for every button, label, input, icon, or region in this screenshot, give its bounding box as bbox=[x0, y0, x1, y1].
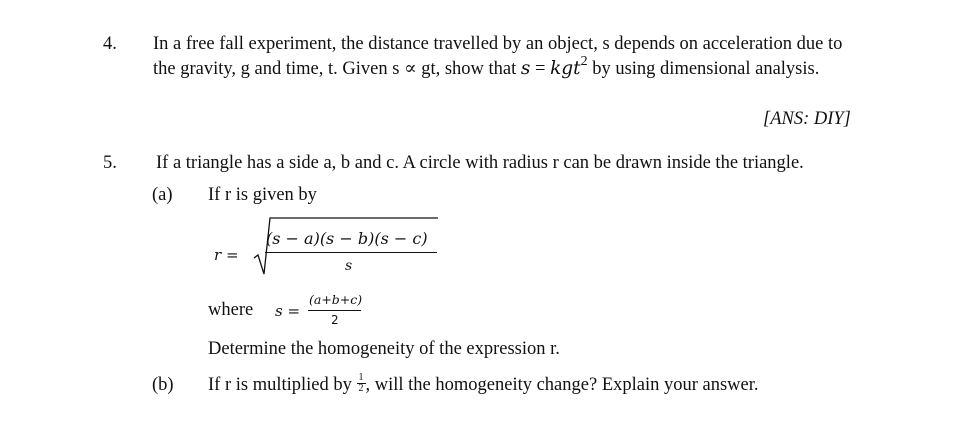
q4-line2 bbox=[153, 56, 819, 80]
q4-number: 4. bbox=[103, 34, 117, 54]
q4-line2-text-b: by using dimensional analysis. bbox=[587, 59, 820, 80]
q4-answer: [ANS: DIY] bbox=[763, 109, 851, 129]
half-fraction bbox=[357, 373, 366, 394]
half-fraction-numerator: 1 bbox=[358, 372, 364, 384]
r-formula-numerator: (s − a)(s − b)(s − c) bbox=[266, 229, 428, 248]
where-label: where bbox=[208, 300, 254, 320]
q4-line2-text-a: the gravity, g and time, t. Given s ∝ gt, show that bbox=[153, 59, 521, 80]
q5b-text-a: If r is multiplied by bbox=[208, 375, 357, 395]
q5-number: 5. bbox=[103, 153, 117, 173]
q5a-label: (a) bbox=[152, 185, 173, 205]
r-formula-fraction-bar bbox=[265, 252, 437, 253]
s-formula-lhs: s = bbox=[275, 302, 301, 320]
q5a-text: If r is given by bbox=[208, 185, 317, 205]
q4-equation-rhs: kgt bbox=[550, 58, 581, 80]
half-fraction-denominator: 2 bbox=[358, 383, 364, 395]
q4-equation-lhs: s bbox=[520, 58, 531, 80]
q5-intro: If a triangle has a side a, b and c. A circle with radius r can be drawn inside the triangle. bbox=[156, 153, 804, 173]
q5b-text-b: , will the homogeneity change? Explain your answer. bbox=[365, 375, 759, 395]
r-formula-lhs: r = bbox=[214, 246, 239, 264]
q4-line1: In a free fall experiment, the distance travelled by an object, s depends on acceleration due to bbox=[153, 34, 843, 54]
s-formula-fraction-bar bbox=[308, 310, 361, 311]
q5b-text bbox=[208, 372, 759, 396]
r-formula-denominator: s bbox=[345, 258, 353, 274]
q5b-label: (b) bbox=[152, 375, 174, 395]
s-formula-denominator: 2 bbox=[331, 313, 339, 327]
q5a-instruction: Determine the homogeneity of the expression r. bbox=[208, 339, 560, 359]
s-formula-numerator: (a+b+c) bbox=[309, 292, 363, 307]
q4-equation-equals: = bbox=[535, 59, 546, 80]
q4-equation-exponent: 2 bbox=[580, 54, 588, 69]
